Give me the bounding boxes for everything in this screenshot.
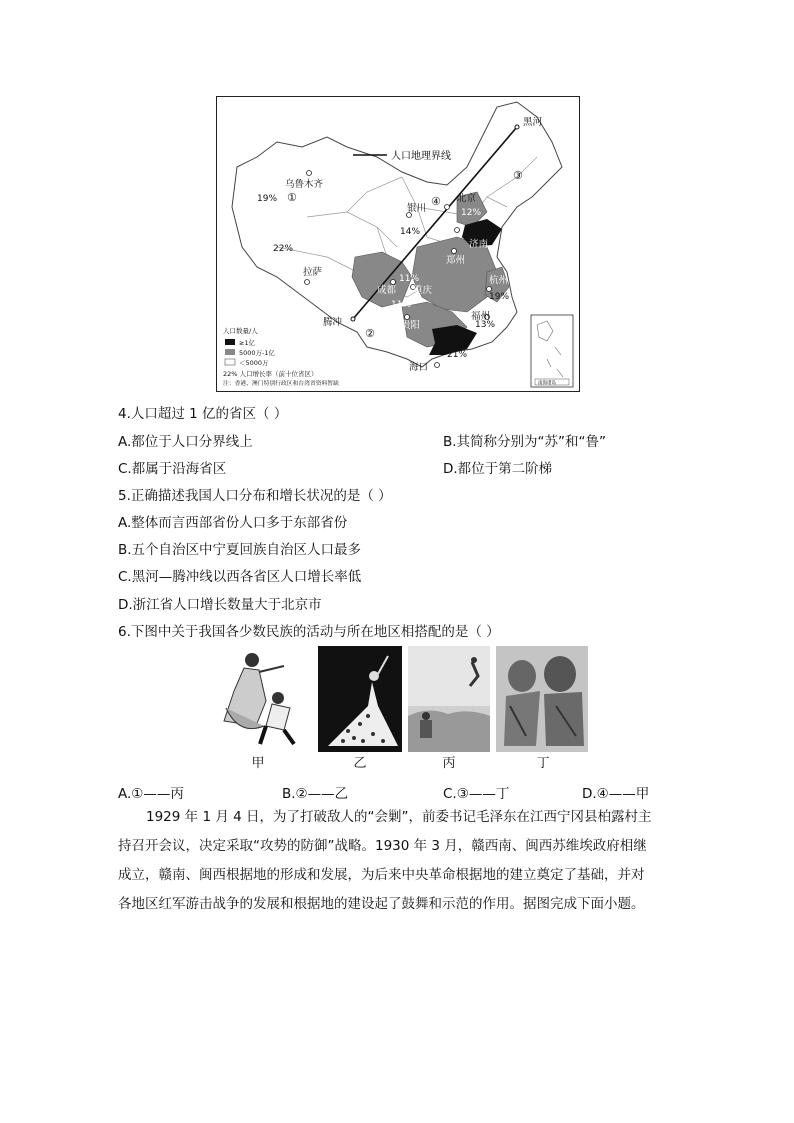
caption-ding: 丁: [536, 756, 550, 771]
q6-option-a[interactable]: A.①——丙: [118, 786, 184, 802]
legend-rate-note: 22% 人口增长率（前十位省区）: [223, 370, 318, 378]
rate-xizang: 22%: [273, 244, 294, 254]
city-fuzhou: 福州: [471, 311, 491, 322]
q4-option-a[interactable]: A.都位于人口分界线上: [118, 434, 253, 450]
city-hangzhou: 杭州: [489, 275, 509, 286]
city-guiyang: 贵阳: [401, 320, 421, 331]
photo-bing-sports: [408, 646, 490, 752]
rate-guangdong: 21%: [447, 350, 468, 360]
q5-option-a[interactable]: A.整体而言西部省份人口多于东部省份: [118, 515, 348, 531]
q6-option-c[interactable]: C.③——丁: [443, 786, 510, 802]
legend-line-label: 人口地理界线: [391, 151, 451, 162]
caption-yi: 乙: [353, 756, 367, 771]
city-chengdu: 成都: [377, 285, 397, 296]
passage-line-2: 持召开会议，决定采取“攻势的防御”战略。1930 年 3 月，赣西南、闽西苏维埃政府相继: [118, 838, 647, 854]
q6-option-d[interactable]: D.④——甲: [582, 786, 650, 802]
rate-ningxia: 14%: [400, 227, 421, 237]
question-6-stem: 6.下图中关于我国各少数民族的活动与所在地区相搭配的是（ ）: [118, 624, 500, 640]
legend-note: 注：香港、澳门特别行政区和台湾省资料暂缺: [223, 381, 339, 387]
q4-option-b[interactable]: B.其简称分别为“苏”和“鲁”: [443, 434, 607, 450]
q5-option-c[interactable]: C.黑河—腾冲线以西各省区人口增长率低: [118, 569, 362, 585]
passage-line-1: 1929 年 1 月 4 日，为了打破敌人的“会剿”，前委书记毛泽东在江西宁冈县柏露村主: [146, 809, 652, 825]
legend-item-2: 5000万-1亿: [239, 349, 276, 357]
rate-fujian: 13%: [475, 320, 496, 330]
passage-line-4: 各地区红军游击战争的发展和根据地的建设起了鼓舞和示范的作用。据图完成下面小题。: [118, 896, 645, 912]
legend-item-3: ＜5000万: [239, 359, 269, 367]
passage-line-3: 成立，赣南、闽西根据地的形成和发展，为后来中央革命根据地的建立奠定了基础，并对: [118, 867, 645, 883]
city-lasa: 拉萨: [303, 267, 323, 278]
marker-1: ①: [287, 191, 297, 204]
caption-bing: 丙: [442, 756, 456, 771]
photo-yi-peacock-dance: [318, 646, 402, 752]
population-map: [216, 96, 580, 392]
q5-option-d[interactable]: D.浙江省人口增长数量大于北京市: [118, 597, 322, 613]
marker-2: ②: [365, 327, 375, 340]
question-4-stem: 4.人口超过 1 亿的省区（ ）: [118, 406, 288, 422]
passage: [118, 803, 678, 919]
rate-xinjiang: 19%: [257, 194, 278, 204]
city-yinchuan: 银川: [407, 203, 427, 214]
photo-jia-dancers: [204, 646, 312, 752]
rate-sichuan: 11%: [399, 274, 420, 284]
marker-4: ④: [431, 195, 441, 208]
photo-ding-mask-dance: [496, 646, 588, 752]
china-outline: [232, 102, 562, 367]
legend-item-1: ≥1亿: [239, 339, 256, 347]
city-jinan: 济南: [469, 239, 489, 250]
q4-option-d[interactable]: D.都位于第二阶梯: [443, 461, 553, 477]
q4-option-c[interactable]: C.都属于沿海省区: [118, 461, 227, 477]
rate-guizhou: 11%: [391, 300, 412, 310]
city-heihe: 黑河: [523, 117, 543, 128]
city-zhengzhou: 郑州: [446, 255, 466, 266]
city-chongqing: 重庆: [413, 285, 433, 296]
marker-3: ③: [513, 169, 523, 182]
inset-label: 南海诸岛: [538, 381, 556, 386]
city-haikou: 海口: [409, 362, 429, 373]
legend-title: 人口数量/人: [223, 327, 258, 335]
city-tengchong: 腾冲: [323, 317, 343, 328]
rate-beijing: 12%: [461, 208, 482, 218]
caption-jia: 甲: [251, 756, 265, 771]
rate-zhejiang: 19%: [489, 292, 510, 302]
q5-option-b[interactable]: B.五个自治区中宁夏回族自治区人口最多: [118, 542, 362, 558]
city-beijing: 北京: [457, 193, 477, 204]
city-wulumuqi: 乌鲁木齐: [285, 179, 324, 190]
q6-option-b[interactable]: B.②——乙: [282, 786, 349, 802]
question-5-stem: 5.正确描述我国人口分布和增长状况的是（ ）: [118, 488, 392, 504]
map-legend: [223, 326, 339, 387]
